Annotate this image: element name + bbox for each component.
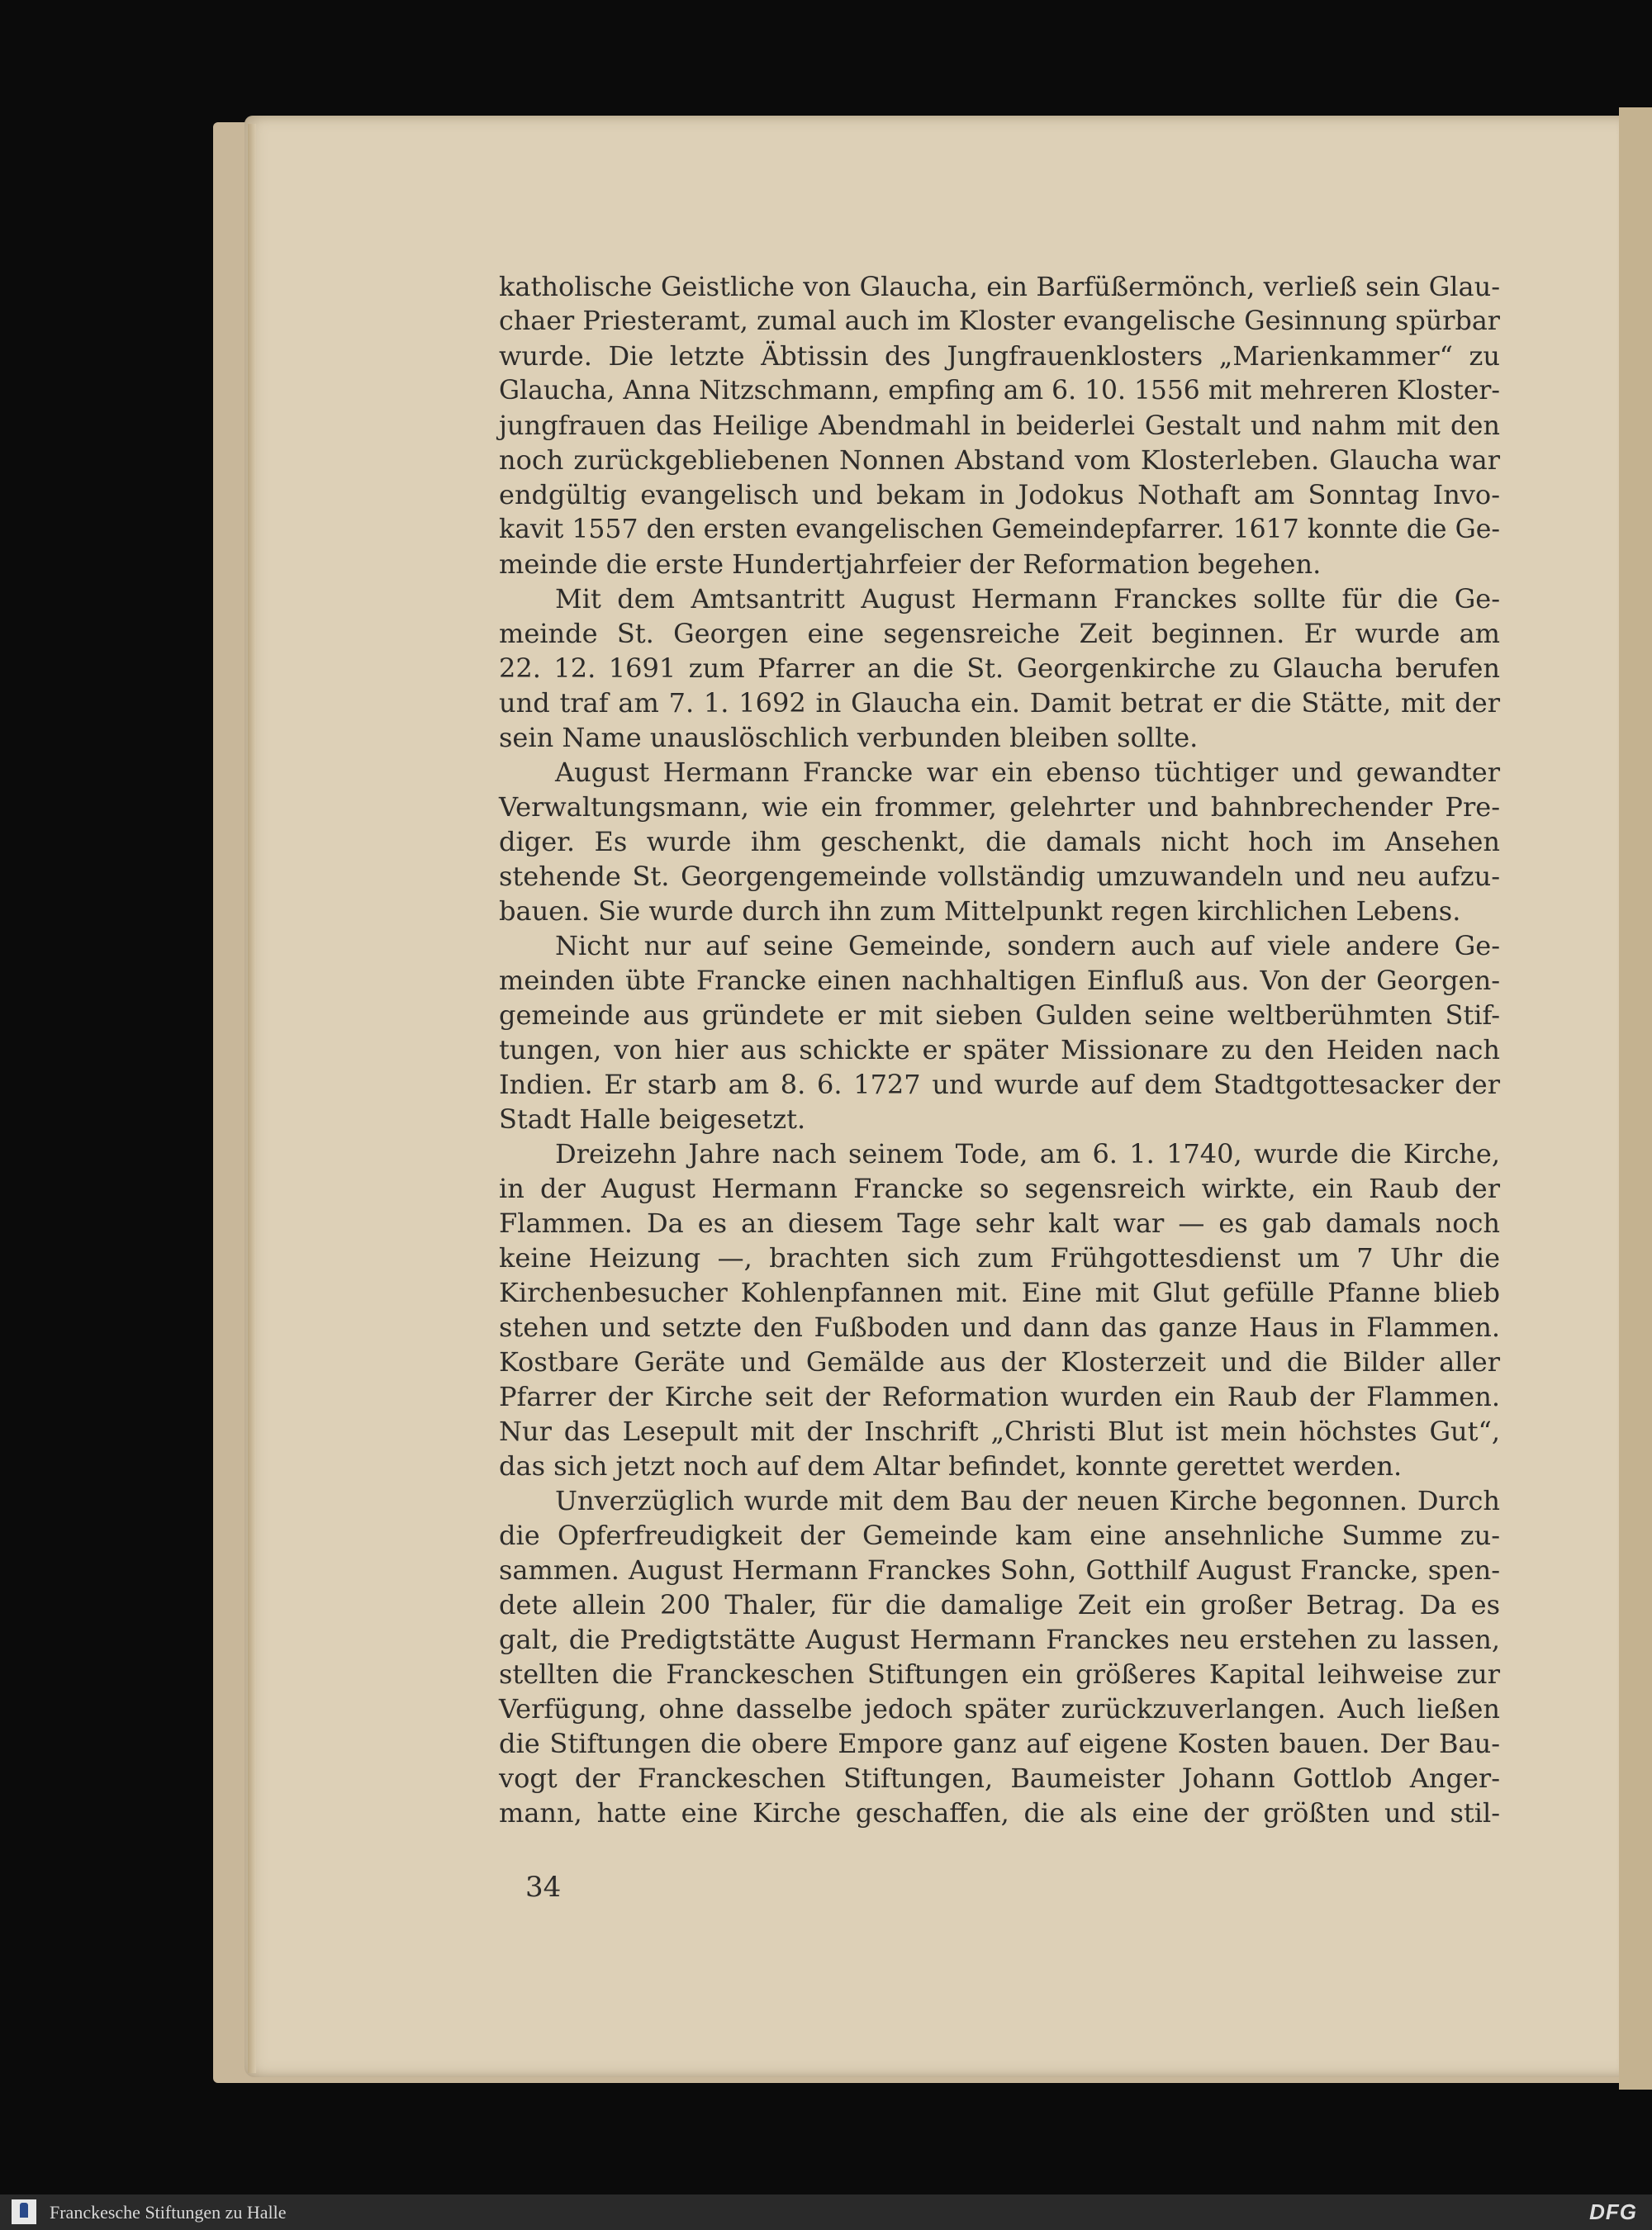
footer-institution-name: Franckesche Stiftungen zu Halle <box>50 2202 287 2223</box>
text-line: Glaucha, Anna Nitzschmann, empfing am 6. 10. 1556 mit mehreren Kloster- <box>499 376 1500 406</box>
text-line: chaer Priesteramt, zumal auch im Kloster evangelische Gesinnung spürbar <box>499 306 1500 336</box>
dfg-logo: DFG <box>1589 2199 1637 2224</box>
text-line: meinde die erste Hundertjahrfeier der Reformation begehen. <box>499 548 1322 580</box>
text-line: diger. Es wurde ihm geschenkt, die damals nicht hoch im Ansehen <box>499 826 1500 857</box>
text-line: vogt der Franckeschen Stiftungen, Baumeister Johann Gottlob Anger- <box>499 1763 1500 1794</box>
institution-logo-icon <box>12 2199 36 2224</box>
text-line: endgültig evangelisch und bekam in Jodokus Nothaft am Sonntag Invo- <box>499 479 1500 510</box>
text-line: Unverzüglich wurde mit dem Bau der neuen Kirche begonnen. Durch <box>555 1485 1500 1516</box>
text-line: meinde St. Georgen eine segensreiche Zeit beginnen. Er wurde am <box>499 618 1500 649</box>
text-line: stellten die Franckeschen Stiftungen ein größeres Kapital leihweise zur <box>499 1658 1500 1690</box>
text-line: Kostbare Geräte und Gemälde aus der Klosterzeit und die Bilder aller <box>499 1346 1500 1378</box>
text-line: Verwaltungsmann, wie ein frommer, gelehrter und bahnbrechender Pre- <box>499 791 1500 823</box>
text-line: Kirchenbesucher Kohlenpfannen mit. Eine mit Glut gefülle Pfanne blieb <box>499 1277 1500 1308</box>
text-line: tungen, von hier aus schickte er später Missionare zu den Heiden nach <box>499 1034 1500 1065</box>
text-line: Nur das Lesepult mit der Inschrift „Christi Blut ist mein höchstes Gut“, <box>499 1416 1500 1447</box>
text-line: Stadt Halle beigesetzt. <box>499 1103 806 1135</box>
facing-page-edge <box>1619 107 1652 2090</box>
viewer-footer <box>0 2194 1652 2230</box>
text-line: Nicht nur auf seine Gemeinde, sondern auch auf viele andere Ge- <box>555 930 1500 961</box>
text-line: und traf am 7. 1. 1692 in Glaucha ein. Damit betrat er die Stätte, mit der <box>499 687 1500 719</box>
text-line: das sich jetzt noch auf dem Altar befindet, konnte gerettet werden. <box>499 1450 1403 1482</box>
text-line: galt, die Predigtstätte August Hermann Franckes neu erstehen zu lassen, <box>499 1624 1500 1655</box>
text-line: die Opferfreudigkeit der Gemeinde kam eine ansehnliche Summe zu- <box>499 1520 1500 1551</box>
text-line: meinden übte Francke einen nachhaltigen Einfluß aus. Von der Georgen- <box>499 965 1500 996</box>
text-line: Dreizehn Jahre nach seinem Tode, am 6. 1. 1740, wurde die Kirche, <box>555 1138 1500 1170</box>
text-line: noch zurückgebliebenen Nonnen Abstand vom Klosterleben. Glaucha war <box>499 444 1500 476</box>
body-text <box>499 269 1500 1830</box>
text-line: bauen. Sie wurde durch ihn zum Mittelpunkt regen kirchlichen Lebens. <box>499 895 1461 927</box>
text-line: katholische Geistliche von Glaucha, ein Barfüßermönch, verließ sein Glau- <box>499 271 1500 302</box>
text-line: Verfügung, ohne dasselbe jedoch später zurückzuverlangen. Auch ließen <box>499 1693 1500 1725</box>
text-line: kavit 1557 den ersten evangelischen Gemeindepfarrer. 1617 konnte die Ge- <box>499 515 1500 544</box>
text-line: dete allein 200 Thaler, für die damalige Zeit ein großer Betrag. Da es <box>499 1589 1500 1620</box>
text-line: in der August Hermann Francke so segensreich wirkte, ein Raub der <box>499 1173 1500 1204</box>
page-number: 34 <box>525 1871 562 1904</box>
text-line: jungfrauen das Heilige Abendmahl in beiderlei Gestalt und nahm mit den <box>499 410 1500 441</box>
text-line: Mit dem Amtsantritt August Hermann Franckes sollte für die Ge- <box>555 583 1500 614</box>
text-line: wurde. Die letzte Äbtissin des Jungfrauenklosters „Marienkammer“ zu <box>499 340 1500 372</box>
text-line: stehen und setzte den Fußboden und dann das ganze Haus in Flammen. <box>499 1312 1500 1343</box>
text-line: sein Name unauslöschlich verbunden bleiben sollte. <box>499 722 1199 753</box>
text-line: August Hermann Francke war ein ebenso tüchtiger und gewandter <box>555 757 1500 788</box>
text-line: stehende St. Georgengemeinde vollständig umzuwandeln und neu aufzu- <box>499 861 1500 892</box>
text-line: gemeinde aus gründete er mit sieben Gulden seine weltberühmten Stif- <box>499 999 1500 1031</box>
text-line: Indien. Er starb am 8. 6. 1727 und wurde auf dem Stadtgottesacker der <box>499 1069 1500 1100</box>
text-line: Pfarrer der Kirche seit der Reformation wurden ein Raub der Flammen. <box>499 1381 1500 1412</box>
text-line: die Stiftungen die obere Empore ganz auf eigene Kosten bauen. Der Bau- <box>499 1728 1500 1759</box>
text-line: keine Heizung —, brachten sich zum Frühgottesdienst um 7 Uhr die <box>499 1242 1500 1274</box>
text-line: Flammen. Da es an diesem Tage sehr kalt war — es gab damals noch <box>499 1208 1500 1239</box>
text-line: mann, hatte eine Kirche geschaffen, die als eine der größten und stil- <box>499 1797 1500 1829</box>
page-edge <box>248 124 256 2073</box>
text-line: sammen. August Hermann Franckes Sohn, Gotthilf August Francke, spen- <box>499 1554 1500 1586</box>
text-line: 22. 12. 1691 zum Pfarrer an die St. Georgenkirche zu Glaucha berufen <box>499 652 1500 684</box>
